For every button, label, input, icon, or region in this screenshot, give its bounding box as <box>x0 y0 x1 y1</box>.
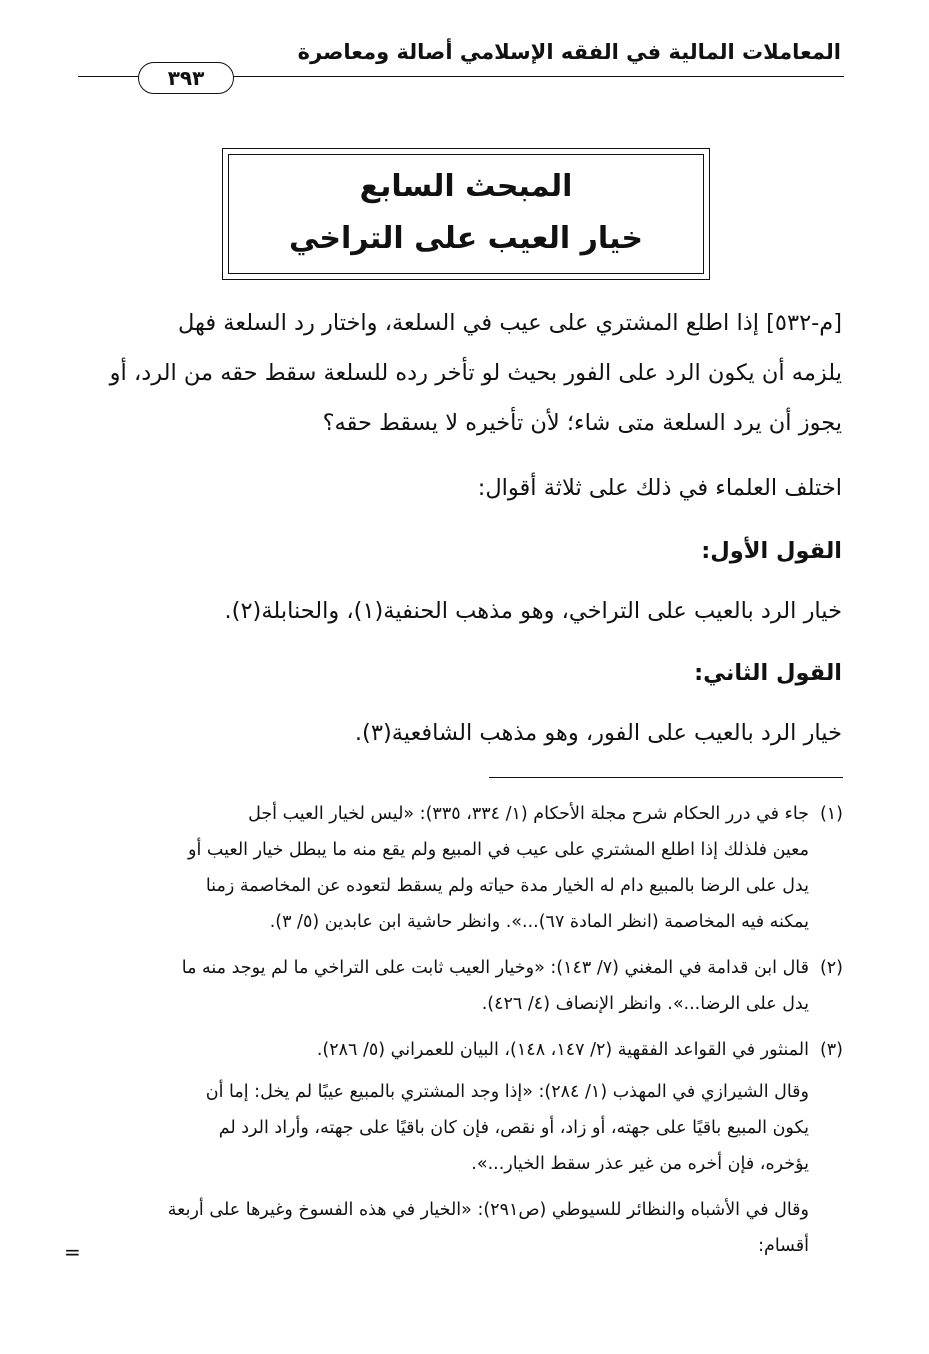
footnote-text: قال ابن قدامة في المغني (٧/ ١٤٣): «وخيار العيب ثابت على التراخي ما لم يوجد منه ما <box>181 958 809 978</box>
footnote-1-line <box>188 840 843 860</box>
footnote-text: يكون المبيع باقيًا على جهته، أو زاد، أو نقص، فإن كان باقيًا على جهته، وأراد الرد لم <box>218 1118 809 1138</box>
footnote-3-marker: (٣) <box>819 1040 843 1060</box>
intro-line: يجوز أن يرد السلعة متى شاء؛ لأن تأخيره لا يسقط حقه؟ <box>322 410 842 436</box>
running-header-title: المعاملات المالية في الفقه الإسلامي أصالة ومعاصرة <box>297 40 841 64</box>
section-title-heading: خيار العيب على التراخي <box>288 221 644 256</box>
footnote-3-line <box>206 1082 843 1102</box>
footnote-2-line <box>182 958 843 978</box>
footnote-3-line <box>219 1118 843 1138</box>
first-opinion-heading: القول الأول: <box>701 538 842 564</box>
footnote-text: وقال الشيرازي في المهذب (١/ ٢٨٤): «إذا وجد المشتري بالمبيع عيبًا لم يخل: إما أن <box>205 1082 809 1102</box>
footnote-3-line <box>168 1200 843 1220</box>
footnote-1-line <box>206 876 843 896</box>
intro-line: يلزمه أن يكون الرد على الفور بحيث لو تأخر رده للسلعة سقط حقه من الرد، أو <box>109 360 842 386</box>
footnote-text: يدل على الرضا...». وانظر الإنصاف (٤/ ٤٢٦). <box>481 994 809 1014</box>
first-opinion-text: خيار الرد بالعيب على التراخي، وهو مذهب الحنفية(١)، والحنابلة(٢). <box>224 598 842 624</box>
footnote-3-line <box>317 1040 843 1060</box>
footnote-2-marker: (٢) <box>819 958 843 978</box>
footnote-3-line <box>758 1236 843 1256</box>
footnote-text: المنثور في القواعد الفقهية (٢/ ١٤٧، ١٤٨)، البيان للعمراني (٥/ ٢٨٦). <box>316 1040 809 1060</box>
footnote-2-line <box>482 994 843 1014</box>
second-opinion-text: خيار الرد بالعيب على الفور، وهو مذهب الشافعية(٣). <box>354 720 842 746</box>
footnote-1-line <box>248 804 843 824</box>
footnote-text: يدل على الرضا بالمبيع دام له الخيار مدة حياته ولم يسقط لتعوده عن المخاصمة زمنا <box>205 876 809 896</box>
continuation-mark: = <box>64 1240 81 1264</box>
section-number-heading: المبحث السابع <box>359 169 573 204</box>
footnote-text: معين فلذلك إذا اطلع المشتري على عيب في المبيع ولم يقع منه ما يبطل خيار العيب أو <box>188 840 809 860</box>
footnote-separator <box>489 777 843 778</box>
disagreement-statement: اختلف العلماء في ذلك على ثلاثة أقوال: <box>477 475 842 501</box>
second-opinion-heading: القول الثاني: <box>694 660 842 686</box>
footnote-text: يمكنه فيه المخاصمة (انظر المادة ٦٧)...». وانظر حاشية ابن عابدين (٥/ ٣). <box>269 912 809 932</box>
chapter-heading-box <box>222 148 710 280</box>
footnote-text: أقسام: <box>758 1236 809 1256</box>
footnote-text: وقال في الأشباه والنظائر للسيوطي (ص٢٩١): «الخيار في هذه الفسوخ وغيرها على أربعة <box>167 1200 809 1220</box>
footnote-text: جاء في درر الحكام شرح مجلة الأحكام (١/ ٣٣٤، ٣٣٥): «ليس لخيار العيب أجل <box>248 804 809 824</box>
footnote-text: يؤخره، فإن أخره من غير عذر سقط الخيار...». <box>471 1154 809 1174</box>
footnote-1-marker: (١) <box>819 804 843 824</box>
page-number: ٣٩٣ <box>138 62 234 94</box>
footnote-1-line <box>270 912 843 932</box>
intro-line: [م-٥٣٢] إذا اطلع المشتري على عيب في السلعة، واختار رد السلعة فهل <box>177 310 842 336</box>
footnote-3-line <box>471 1154 843 1174</box>
